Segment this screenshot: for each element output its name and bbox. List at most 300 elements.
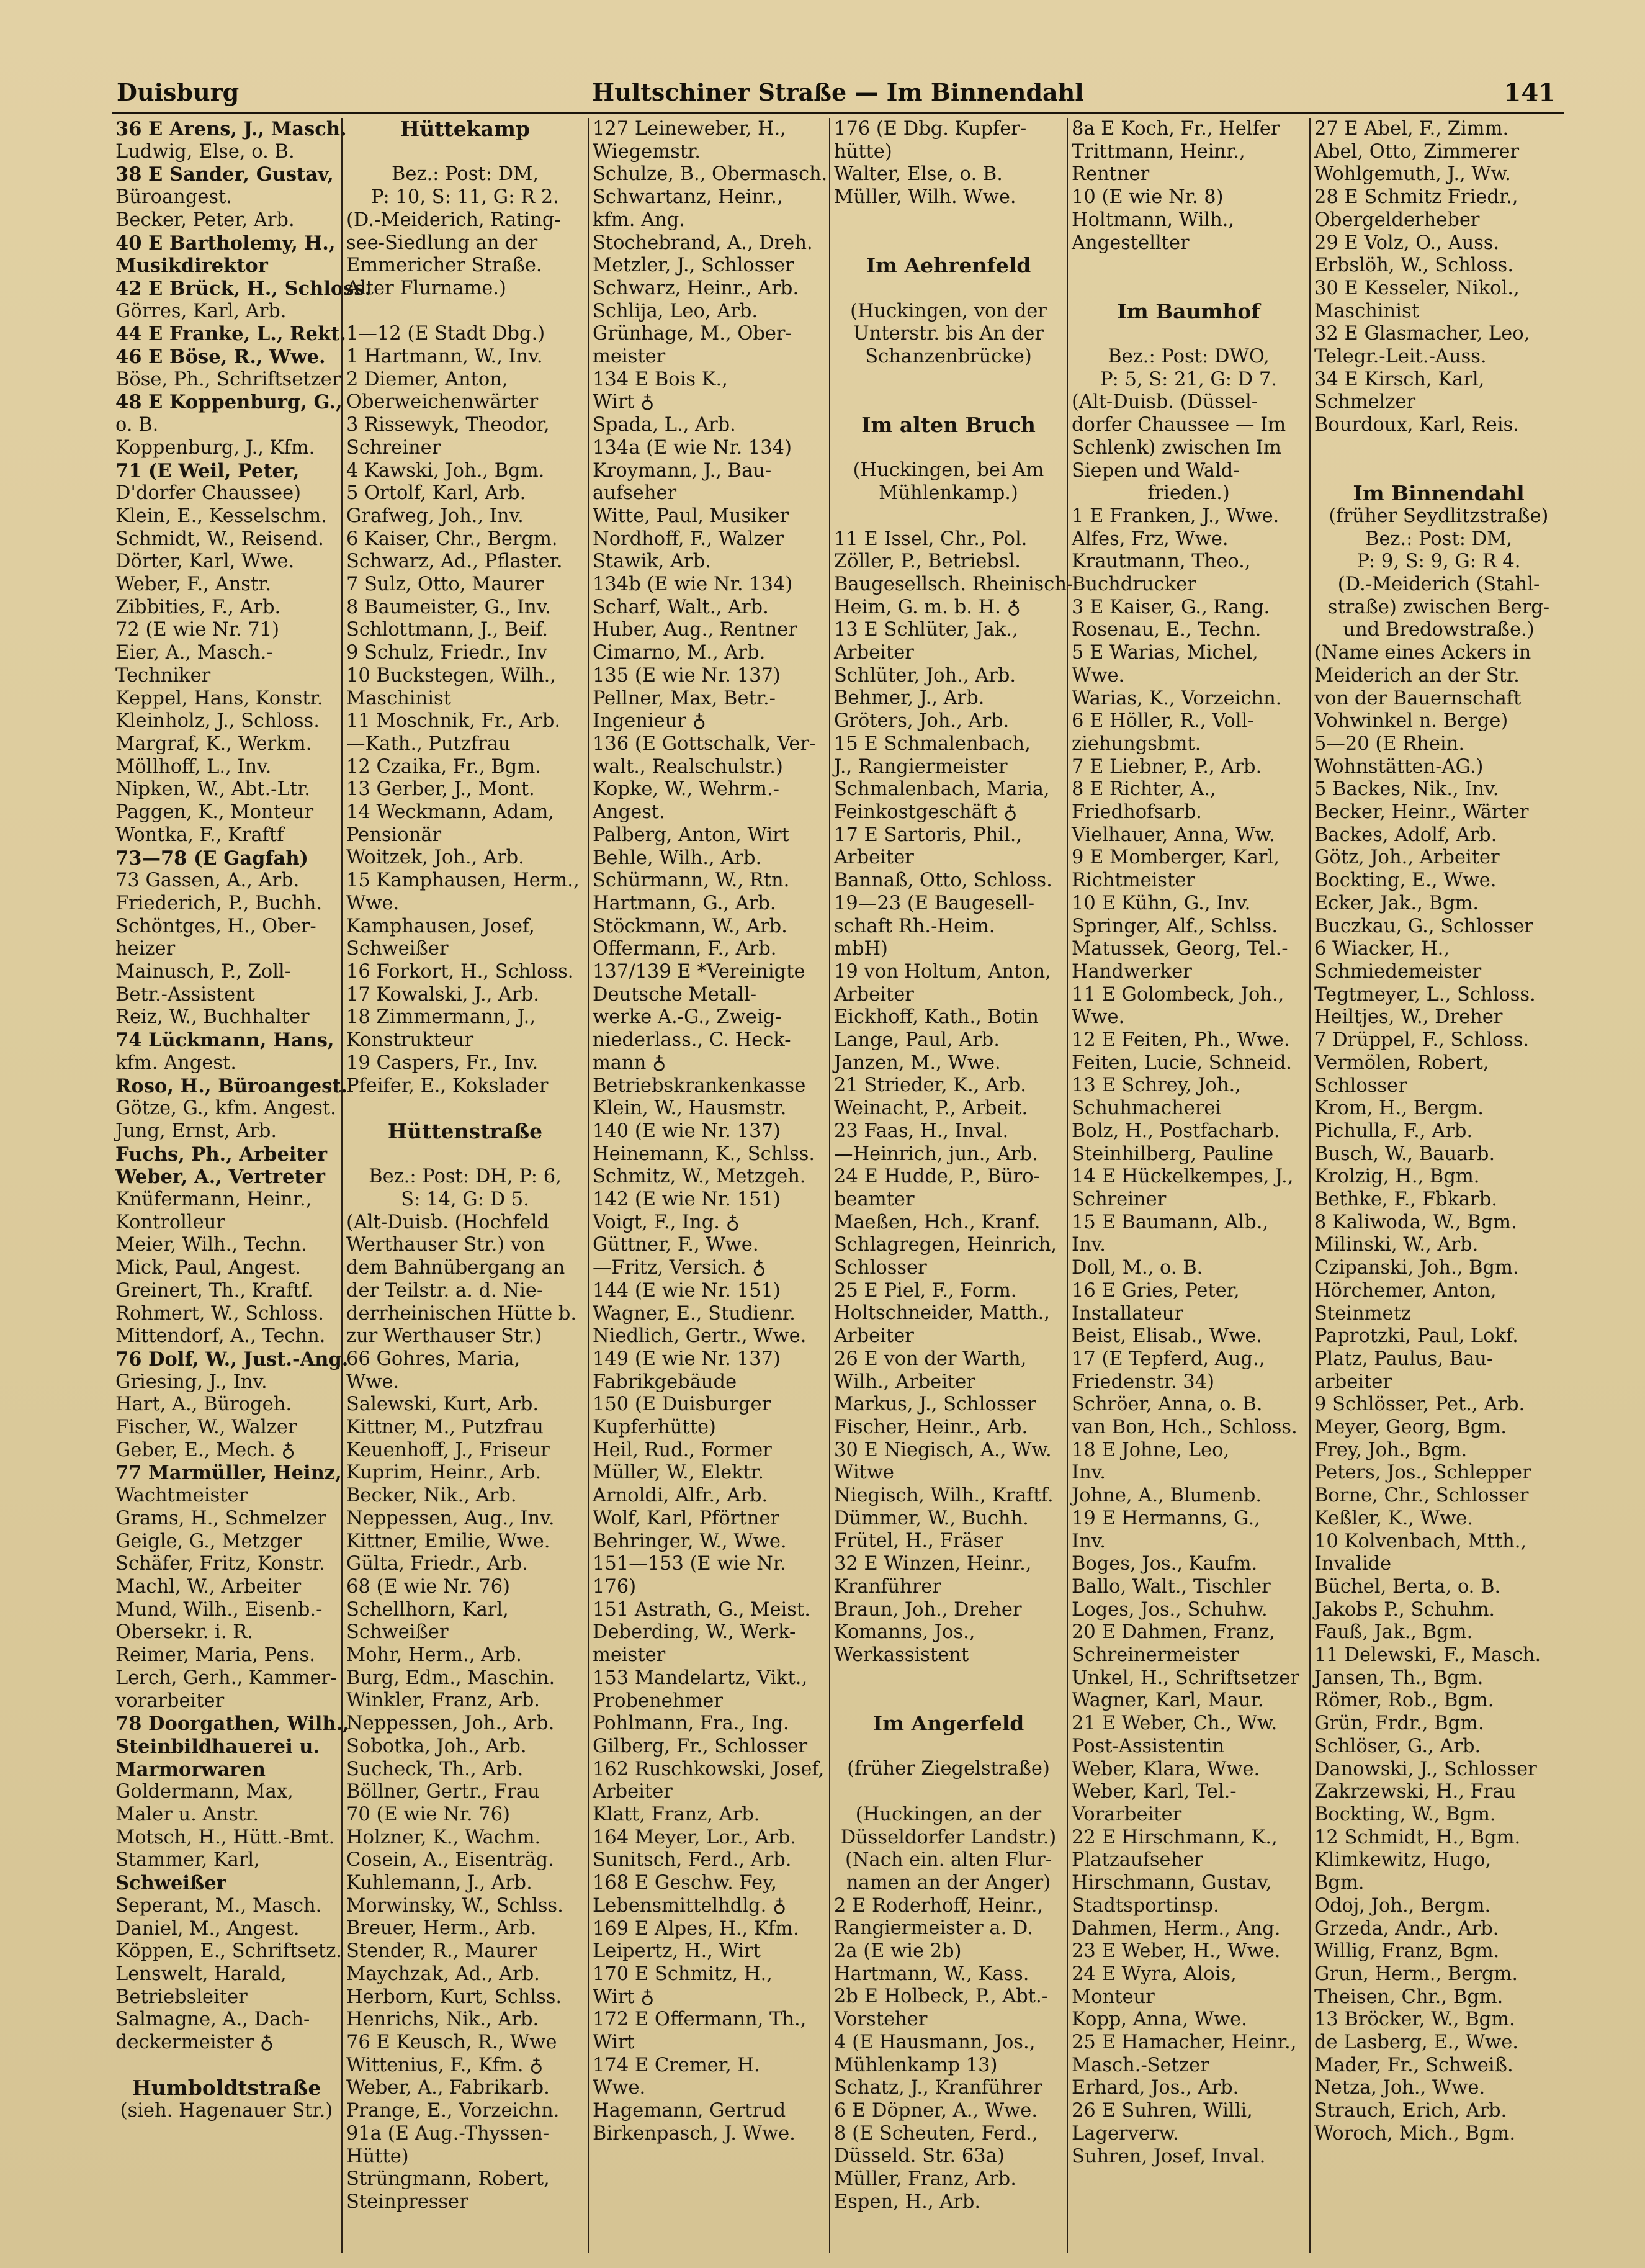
spacer <box>1072 323 1306 346</box>
entry-line: 10 (E wie Nr. 8) <box>1072 186 1224 209</box>
entry-line: 76 Dolf, W., Just.-Ang. <box>115 1348 349 1370</box>
entry-line: Hart, A., Bürogeh. <box>115 1393 292 1416</box>
entry-line: Wwe. <box>593 2077 646 2099</box>
entry-line: Wohlgemuth, J., Ww. <box>1314 163 1511 186</box>
entry-line: 140 (E wie Nr. 137) <box>593 1120 781 1142</box>
entry-line: Schellhorn, Karl, <box>346 1598 509 1621</box>
entry-line: (Name eines Ackers in <box>1314 642 1531 664</box>
entry-line: Rosenau, E., Techn. <box>1072 619 1262 641</box>
entry-line: Mühlenkamp 13) <box>834 2054 998 2076</box>
entry-line: Keppel, Hans, Konstr. <box>115 687 323 709</box>
entry-line: 5 Ortolf, Karl, Arb. <box>346 482 526 505</box>
page-number: 141 <box>1504 78 1556 107</box>
entry-line: niederlass., C. Heck- <box>593 1029 791 1051</box>
entry-line: (sieh. Hagenauer Str.) <box>120 2100 333 2122</box>
entry-line: Reiz, W., Buchhalter <box>115 1006 310 1028</box>
entry-line: Arbeiter <box>834 847 914 869</box>
entry-line: Kopp, Anna, Wwe. <box>1072 2009 1247 2031</box>
entry-line: Wilh., Arbeiter <box>834 1370 975 1393</box>
entry-line: 8 Baumeister, G., Inv. <box>346 596 552 618</box>
entry-line: Griesing, J., Inv. <box>115 1370 267 1393</box>
entry-line: (Alt-Duisb. (Düssel- <box>1072 391 1258 413</box>
entry-line: 176 (E Dbg. Kupfer- <box>834 118 1027 140</box>
entry-line: Burg, Edm., Maschin. <box>346 1667 555 1689</box>
spacer <box>834 1781 1063 1804</box>
entry-line: Hörchemer, Anton, <box>1314 1279 1497 1302</box>
entry-line: 127 Leineweber, H., <box>593 118 786 140</box>
entry-line: Wontka, F., Kraftf <box>115 824 284 846</box>
entry-line: 8 (E Scheuten, Ferd., <box>834 2122 1038 2144</box>
entry-line: Weber, Karl, Tel.- <box>1072 1781 1237 1803</box>
entry-line: van Bon, Hch., Schloss. <box>1072 1416 1298 1439</box>
entry-line: Cosein, A., Eisenträg. <box>346 1849 554 1871</box>
entry-line: Zakrzewski, H., Frau <box>1314 1781 1517 1803</box>
entry-line: Bez.: Post: DH, P: 6, <box>369 1166 562 1188</box>
entry-line: (Huckingen, von der <box>850 300 1047 322</box>
entry-line: 172 E Offermann, Th., <box>593 2009 807 2031</box>
entry-line: Maler u. Anstr. <box>115 1804 259 1826</box>
entry-line: Emmericher Straße. <box>346 254 542 277</box>
entry-line: Ballo, Walt., Tischler <box>1072 1575 1271 1598</box>
entry-line: Erhard, Jos., Arb. <box>1072 2077 1239 2099</box>
entry-line: Scharf, Walt., Arb. <box>593 596 769 618</box>
entry-line: 19 E Hermanns, G., <box>1072 1507 1260 1529</box>
spacer <box>834 209 1063 232</box>
entry-line: meister <box>593 346 666 368</box>
entry-line: Alfes, Frz, Wwe. <box>1072 528 1229 550</box>
entry-line: Mohr, Herm., Arb. <box>346 1644 522 1667</box>
entry-line: Spada, L., Arb. <box>593 414 736 436</box>
entry-line: Ecker, Jak., Bgm. <box>1314 892 1479 914</box>
entry-line: schaft Rh.-Heim. <box>834 915 995 937</box>
entry-line: Steinpresser <box>346 2190 468 2213</box>
entry-line: Kleinholz, J., Schloss. <box>115 710 320 732</box>
entry-line: 14 Weckmann, Adam, <box>346 801 555 824</box>
entry-line: Krolzig, H., Bgm. <box>1314 1166 1480 1188</box>
entry-line: 7 Drüppel, F., Schloss. <box>1314 1029 1530 1051</box>
entry-line: Probenehmer <box>593 1690 723 1712</box>
entry-line: Braun, Joh., Dreher <box>834 1598 1022 1621</box>
directory-columns <box>112 118 1567 2253</box>
spacer <box>834 369 1063 392</box>
entry-line: Lerch, Gerh., Kammer- <box>115 1667 337 1689</box>
entry-line: Strauch, Erich, Arb. <box>1314 2100 1507 2122</box>
entry-line: 136 (E Gottschalk, Ver- <box>593 732 816 755</box>
entry-line: 78 Doorgathen, Wilh., <box>115 1712 349 1735</box>
spacer <box>834 1735 1063 1758</box>
entry-line: Kittner, Emilie, Wwe. <box>346 1530 550 1552</box>
entry-line: Gröters, Joh., Arb. <box>834 710 1010 732</box>
entry-line: Bannaß, Otto, Schloss. <box>834 870 1052 892</box>
entry-line: Bockting, W., Bgm. <box>1314 1804 1496 1825</box>
entry-line: Warias, K., Vorzeichn. <box>1072 687 1282 709</box>
entry-line: frieden.) <box>1147 482 1230 505</box>
entry-line: Krom, H., Bergm. <box>1314 1097 1484 1120</box>
entry-line: Schmidt, W., Reisend. <box>115 528 324 550</box>
entry-line: Schweißer <box>115 1872 226 1895</box>
entry-line: Kranführer <box>834 1575 941 1598</box>
entry-line: Schlenk) zwischen Im <box>1072 436 1281 459</box>
entry-line: Frey, Joh., Bgm. <box>1314 1439 1468 1461</box>
entry-line: Mader, Fr., Schweiß. <box>1314 2054 1513 2076</box>
entry-line: Busch, W., Bauarb. <box>1314 1143 1495 1165</box>
entry-line: Mainusch, P., Zoll- <box>115 961 292 983</box>
entry-line: Boges, Jos., Kaufm. <box>1072 1553 1258 1575</box>
entry-line: 10 Buckstegen, Wilh., <box>346 664 557 686</box>
entry-line: Ingenieur ♁ <box>593 710 706 732</box>
entry-line: Wwe. <box>346 892 400 914</box>
entry-line: Wwe. <box>346 1370 400 1393</box>
entry-line: 21 Strieder, K., Arb. <box>834 1074 1026 1097</box>
entry-line: Bez.: Post: DM, <box>1365 528 1513 550</box>
entry-line: Beist, Elisab., Wwe. <box>1072 1325 1262 1348</box>
spacer <box>834 232 1063 255</box>
entry-line: 6 E Döpner, A., Wwe. <box>834 2100 1038 2122</box>
entry-line: Sobotka, Joh., Arb. <box>346 1735 527 1757</box>
entry-line: 134 E Bois K., <box>593 368 728 390</box>
entry-line: 144 (E wie Nr. 151) <box>593 1279 781 1302</box>
entry-line: Schatz, J., Kranführer <box>834 2077 1042 2099</box>
entry-line: Behle, Wilh., Arb. <box>593 847 762 869</box>
entry-line: 20 E Dahmen, Franz, <box>1072 1621 1276 1644</box>
entry-line: 12 Schmidt, H., Bgm. <box>1314 1826 1521 1848</box>
entry-line: Angest. <box>593 801 665 824</box>
entry-line: straße) zwischen Berg- <box>1327 596 1550 618</box>
entry-line: Wagner, E., Studienr. <box>593 1302 796 1325</box>
entry-line: 9 E Momberger, Karl, <box>1072 847 1280 869</box>
entry-line: Kuhlemann, J., Arb. <box>346 1872 532 1894</box>
entry-line: ziehungsbmt. <box>1072 732 1201 755</box>
entry-line: 91a (E Aug.-Thyssen- <box>346 2122 550 2144</box>
entry-line: Stochebrand, A., Dreh. <box>593 232 813 254</box>
entry-line: 76 E Keusch, R., Wwe <box>346 2032 557 2053</box>
entry-line: Kittner, M., Putzfrau <box>346 1416 544 1439</box>
entry-line: Reimer, Maria, Pens. <box>115 1644 315 1667</box>
entry-line: S: 14, G: D 5. <box>401 1188 529 1210</box>
entry-line: Bez.: Post: DWO, <box>1108 345 1270 367</box>
spacer <box>834 1667 1063 1690</box>
street-heading: Hüttekamp <box>400 117 530 141</box>
entry-line: dem Bahnübergang an <box>346 1257 565 1279</box>
entry-line: Willig, Franz, Bgm. <box>1314 1940 1500 1963</box>
entry-line: Wittenius, F., Kfm. ♁ <box>346 2054 544 2076</box>
entry-line: Leipertz, H., Wirt <box>593 1940 761 1963</box>
column-2 <box>341 118 588 2253</box>
entry-line: Pfeifer, E., Kokslader <box>346 1074 549 1097</box>
entry-line: Zibbities, F., Arb. <box>115 596 281 618</box>
entry-line: Lenswelt, Harald, <box>115 1963 287 1985</box>
entry-line: Mund, Wilh., Eisenb.- <box>115 1598 323 1621</box>
entry-line: 16 Forkort, H., Schloss. <box>346 960 574 983</box>
entry-line: P: 5, S: 21, G: D 7. <box>1100 368 1277 390</box>
entry-line: Köppen, E., Schriftsetz. <box>115 1940 343 1963</box>
entry-line: Grun, Herm., Bergm. <box>1314 1963 1518 1985</box>
entry-line: 17 Kowalski, J., Arb. <box>346 983 539 1006</box>
entry-line: o. B. <box>115 414 159 436</box>
entry-line: Holzner, K., Wachm. <box>346 1826 541 1848</box>
entry-line: 151—153 (E wie Nr. <box>593 1553 786 1575</box>
street-heading: Hüttenstraße <box>387 1118 543 1143</box>
entry-line: Nipken, W., Abt.-Ltr. <box>115 778 310 801</box>
entry-line: Woroch, Mich., Bgm. <box>1314 2122 1516 2144</box>
entry-line: Telegr.-Leit.-Auss. <box>1314 346 1487 368</box>
entry-line: Konstrukteur <box>346 1029 474 1051</box>
entry-line: 18 E Johne, Leo, <box>1072 1439 1230 1461</box>
entry-line: 1—12 (E Stadt Dbg.) <box>346 323 545 345</box>
entry-line: Wirt <box>593 2032 635 2054</box>
entry-line: Margraf, K., Werkm. <box>115 732 312 755</box>
spacer <box>834 505 1063 528</box>
entry-line: der Teilstr. a. d. Nie- <box>346 1279 544 1302</box>
entry-line: Steinmetz <box>1314 1302 1411 1325</box>
spacer <box>834 391 1063 414</box>
entry-line: Vohwinkel n. Berge) <box>1314 710 1508 732</box>
entry-line: Wirt ♁ <box>593 391 655 413</box>
spacer <box>834 1690 1063 1712</box>
entry-line: Salmagne, A., Dach- <box>115 2009 310 2031</box>
entry-line: Hartmann, G., Arb. <box>593 892 776 914</box>
entry-line: Maschinist <box>346 687 451 709</box>
entry-line: Strüngmann, Robert, <box>346 2168 550 2190</box>
entry-line: J., Rangiermeister <box>834 755 1008 778</box>
page-header <box>112 73 1564 114</box>
entry-line: Grams, H., Schmelzer <box>115 1507 326 1529</box>
spacer <box>1314 460 1563 483</box>
spacer <box>115 2054 338 2077</box>
entry-line: Frütel, H., Fräser <box>834 1530 1003 1552</box>
entry-line: Pellner, Max, Betr.- <box>593 687 776 709</box>
entry-line: Inv. <box>1072 1234 1106 1256</box>
entry-line: Geigle, G., Metzger <box>115 1530 303 1552</box>
entry-line: Schwarz, Ad., Pflaster. <box>346 551 563 573</box>
entry-line: werke A.-G., Zweig- <box>593 1006 782 1028</box>
entry-line: Bez.: Post: DM, <box>391 163 539 186</box>
entry-line: Becker, Heinr., Wärter <box>1314 801 1529 824</box>
entry-line: Schöntges, H., Ober- <box>115 915 316 937</box>
entry-line: 137/139 E *Vereinigte <box>593 961 805 983</box>
entry-line: Dümmer, W., Buchh. <box>834 1507 1029 1529</box>
entry-line: Römer, Rob., Bgm. <box>1314 1690 1494 1712</box>
entry-line: Ludwig, Else, o. B. <box>115 140 295 163</box>
entry-line: Dörter, Karl, Wwe. <box>115 551 295 573</box>
entry-line: 4 (E Hausmann, Jos., <box>834 2031 1036 2053</box>
entry-line: 17 E Sartoris, Phil., <box>834 824 1023 846</box>
entry-line: Arbeiter <box>834 983 914 1006</box>
entry-line: Lagerverw. <box>1072 2122 1179 2144</box>
entry-line: Palberg, Anton, Wirt <box>593 824 789 846</box>
entry-line: Betr.-Assistent <box>115 983 255 1006</box>
entry-line: 150 (E Duisburger <box>593 1393 771 1416</box>
entry-line: Becker, Peter, Arb. <box>115 209 295 231</box>
entry-line: Götze, G., kfm. Angest. <box>115 1097 336 1120</box>
entry-line: Vorsteher <box>834 2009 928 2031</box>
entry-line: Obergelderheber <box>1314 209 1480 231</box>
entry-line: 13 E Schrey, Joh., <box>1072 1074 1241 1097</box>
entry-line: Danowski, J., Schlosser <box>1314 1758 1537 1780</box>
entry-line: 134a (E wie Nr. 134) <box>593 436 792 459</box>
entry-line: Düsseld. Str. 63a) <box>834 2145 1005 2167</box>
entry-line: 70 (E wie Nr. 76) <box>346 1803 510 1825</box>
entry-line: Masch.-Setzer <box>1072 2054 1209 2076</box>
entry-line: Goldermann, Max, <box>115 1781 294 1803</box>
street-heading: Im Baumhof <box>1117 299 1260 323</box>
entry-line: Schlija, Leo, Arb. <box>593 300 758 322</box>
entry-line: Lange, Paul, Arb. <box>834 1029 1000 1051</box>
entry-line: Hirschmann, Gustav, <box>1072 1872 1272 1894</box>
entry-line: Niedlich, Gertr., Wwe. <box>593 1325 807 1348</box>
entry-line: Arbeiter <box>834 642 914 664</box>
entry-line: Becker, Nik., Arb. <box>346 1485 517 1507</box>
entry-line: 11 E Issel, Chr., Pol. <box>834 528 1028 550</box>
entry-line: dorfer Chaussee — Im <box>1072 414 1286 436</box>
entry-line: 164 Meyer, Lor., Arb. <box>593 1826 796 1848</box>
entry-line: und Bredowstraße.) <box>1343 619 1535 641</box>
entry-line: —Fritz, Versich. ♁ <box>593 1257 766 1279</box>
entry-line: 2b E Holbeck, P., Abt.- <box>834 1986 1049 2008</box>
entry-line: 134b (E wie Nr. 134) <box>593 574 793 596</box>
entry-line: 25 E Piel, F., Form. <box>834 1279 1017 1302</box>
entry-line: Springer, Alf., Schlss. <box>1072 915 1278 937</box>
entry-line: Fuchs, Ph., Arbeiter <box>115 1143 328 1166</box>
entry-line: Knüfermann, Heinr., <box>115 1189 312 1211</box>
entry-line: de Lasberg, E., Wwe. <box>1314 2032 1518 2054</box>
entry-line: Arbeiter <box>834 1325 914 1348</box>
entry-line: Fauß, Jak., Bgm. <box>1314 1621 1473 1644</box>
entry-line: Henrichs, Nik., Arb. <box>346 2009 539 2031</box>
entry-line: 28 E Schmitz Friedr., <box>1314 186 1518 209</box>
entry-line: Invalide <box>1314 1553 1392 1575</box>
entry-line: Böllner, Gertr., Frau <box>346 1781 540 1803</box>
entry-line: 30 E Kesseler, Nikol., <box>1314 277 1520 299</box>
entry-line: Klatt, Franz, Arb. <box>593 1804 760 1826</box>
entry-line: 149 (E wie Nr. 137) <box>593 1348 781 1370</box>
entry-line: Deberding, W., Werk- <box>593 1621 796 1644</box>
entry-line: Heiltjes, W., Dreher <box>1314 1006 1503 1028</box>
entry-line: Mühlenkamp.) <box>879 482 1018 505</box>
entry-line: 4 Kawski, Joh., Bgm. <box>346 459 545 482</box>
entry-line: Platz, Paulus, Bau- <box>1314 1348 1494 1370</box>
entry-line: Klein, E., Kesselschm. <box>115 505 327 527</box>
entry-line: Stöckmann, W., Arb. <box>593 915 787 937</box>
entry-line: Weber, A., Vertreter <box>115 1166 325 1189</box>
entry-line: 15 E Schmalenbach, <box>834 732 1031 755</box>
entry-line: Möllhoff, L., Inv. <box>115 755 272 778</box>
entry-line: 1 Hartmann, W., Inv. <box>346 346 543 367</box>
entry-line: 73—78 (E Gagfah) <box>115 847 308 870</box>
entry-line: 15 Kamphausen, Herm., <box>346 870 580 892</box>
entry-line: Keßler, K., Wwe. <box>1314 1507 1473 1529</box>
spacer <box>834 437 1063 460</box>
entry-line: (Huckingen, bei Am <box>853 459 1044 482</box>
entry-line: 153 Mandelartz, Vikt., <box>593 1667 808 1689</box>
entry-line: Hagemann, Gertrud <box>593 2100 786 2122</box>
entry-line: Pichulla, F., Arb. <box>1314 1120 1473 1142</box>
entry-line: Niegisch, Wilh., Kraftf. <box>834 1485 1054 1507</box>
entry-line: Grafweg, Joh., Inv. <box>346 505 524 527</box>
entry-line: 19 Caspers, Fr., Inv. <box>346 1051 539 1074</box>
entry-line: 2 Diemer, Anton, <box>346 368 508 390</box>
entry-line: Witte, Paul, Musiker <box>593 505 789 527</box>
entry-line: Markus, J., Schlosser <box>834 1393 1036 1416</box>
entry-line: Müller, Franz, Arb. <box>834 2168 1016 2190</box>
entry-line: 162 Ruschkowski, Josef, <box>593 1758 825 1780</box>
entry-line: Güttner, F., Wwe. <box>593 1234 759 1256</box>
entry-line: Rentner <box>1072 163 1150 186</box>
entry-line: Hartmann, W., Kass. <box>834 1963 1029 1985</box>
entry-line: 5—20 (E Rhein. <box>1314 732 1465 755</box>
entry-line: Walter, Else, o. B. <box>834 163 1003 186</box>
entry-line: Sunitsch, Ferd., Arb. <box>593 1849 792 1871</box>
entry-line: Breuer, Herm., Arb. <box>346 1917 537 1940</box>
entry-line: 77 Marmüller, Heinz, <box>115 1462 342 1485</box>
entry-line: Rangiermeister a. D. <box>834 1917 1033 1940</box>
entry-line: 13 Gerber, J., Mont. <box>346 778 535 801</box>
entry-line: aufseher <box>593 482 677 505</box>
entry-line: 42 E Brück, H., Schloss. <box>115 277 372 300</box>
entry-line: 135 (E wie Nr. 137) <box>593 664 781 686</box>
entry-line: Milinski, W., Arb. <box>1314 1234 1479 1256</box>
entry-line: 48 E Koppenburg, G., <box>115 391 343 414</box>
entry-line: Rohmert, W., Schloss. <box>115 1302 325 1325</box>
entry-line: Morwinsky, W., Schlss. <box>346 1894 563 1917</box>
entry-line: Neppessen, Aug., Inv. <box>346 1507 555 1529</box>
entry-line: Friederich, P., Buchh. <box>115 892 323 914</box>
entry-line: 13 E Schlüter, Jak., <box>834 619 1018 641</box>
entry-line: Schweißer <box>346 938 449 960</box>
entry-line: Trittmann, Heinr., <box>1072 140 1245 163</box>
column-3 <box>588 118 829 2253</box>
entry-line: Schlagregen, Heinrich, <box>834 1234 1057 1256</box>
entry-line: Wwe. <box>1072 664 1125 686</box>
entry-line: Woitzek, Joh., Arb. <box>346 847 524 869</box>
entry-line: Fabrikgebäude <box>593 1370 737 1393</box>
entry-line: 6 Wiacker, H., <box>1314 938 1450 960</box>
entry-line: Schweißer <box>346 1621 449 1644</box>
street-heading: Im alten Bruch <box>861 413 1036 438</box>
entry-line: 44 E Franke, L., Rekt. <box>115 323 346 346</box>
entry-line: Schreiner <box>346 436 441 459</box>
entry-line: 12 Czaika, Fr., Bgm. <box>346 755 541 778</box>
entry-line: Kopke, W., Wehrm.- <box>593 778 779 801</box>
spacer <box>346 141 584 164</box>
spacer <box>834 277 1063 300</box>
entry-line: Friedenstr. 34) <box>1072 1370 1215 1393</box>
entry-line: Loges, Jos., Schuhw. <box>1072 1598 1268 1621</box>
entry-line: Geber, E., Mech. ♁ <box>115 1439 295 1461</box>
entry-line: Grzeda, Andr., Arb. <box>1314 1917 1499 1940</box>
entry-line: Behmer, J., Arb. <box>834 687 985 709</box>
entry-line: derrheinischen Hütte b. <box>346 1302 577 1325</box>
entry-line: Wagner, Karl, Maur. <box>1072 1690 1264 1712</box>
entry-line: Weber, F., Anstr. <box>115 574 272 596</box>
entry-line: Weber, A., Fabrikarb. <box>346 2077 550 2099</box>
entry-line: Paggen, K., Monteur <box>115 801 314 824</box>
entry-line: Tegtmeyer, L., Schloss. <box>1314 983 1536 1006</box>
entry-line: D'dorfer Chaussee) <box>115 482 302 505</box>
entry-line: mbH) <box>834 938 888 960</box>
entry-line: 8a E Koch, Fr., Helfer <box>1072 118 1280 140</box>
entry-line: Marmorwaren <box>115 1758 266 1781</box>
entry-line: 19—23 (E Baugesell- <box>834 892 1035 914</box>
entry-line: Weinacht, P., Arbeit. <box>834 1097 1028 1120</box>
entry-line: Gülta, Friedr., Arb. <box>346 1553 528 1575</box>
entry-line: Klein, W., Hausmstr. <box>593 1097 787 1120</box>
entry-line: 2a (E wie 2b) <box>834 1940 962 1963</box>
entry-line: 74 Lückmann, Hans, <box>115 1029 334 1052</box>
spacer <box>346 300 584 323</box>
entry-line: Machl, W., Arbeiter <box>115 1576 302 1598</box>
entry-line: (Huckingen, an der <box>855 1803 1042 1825</box>
